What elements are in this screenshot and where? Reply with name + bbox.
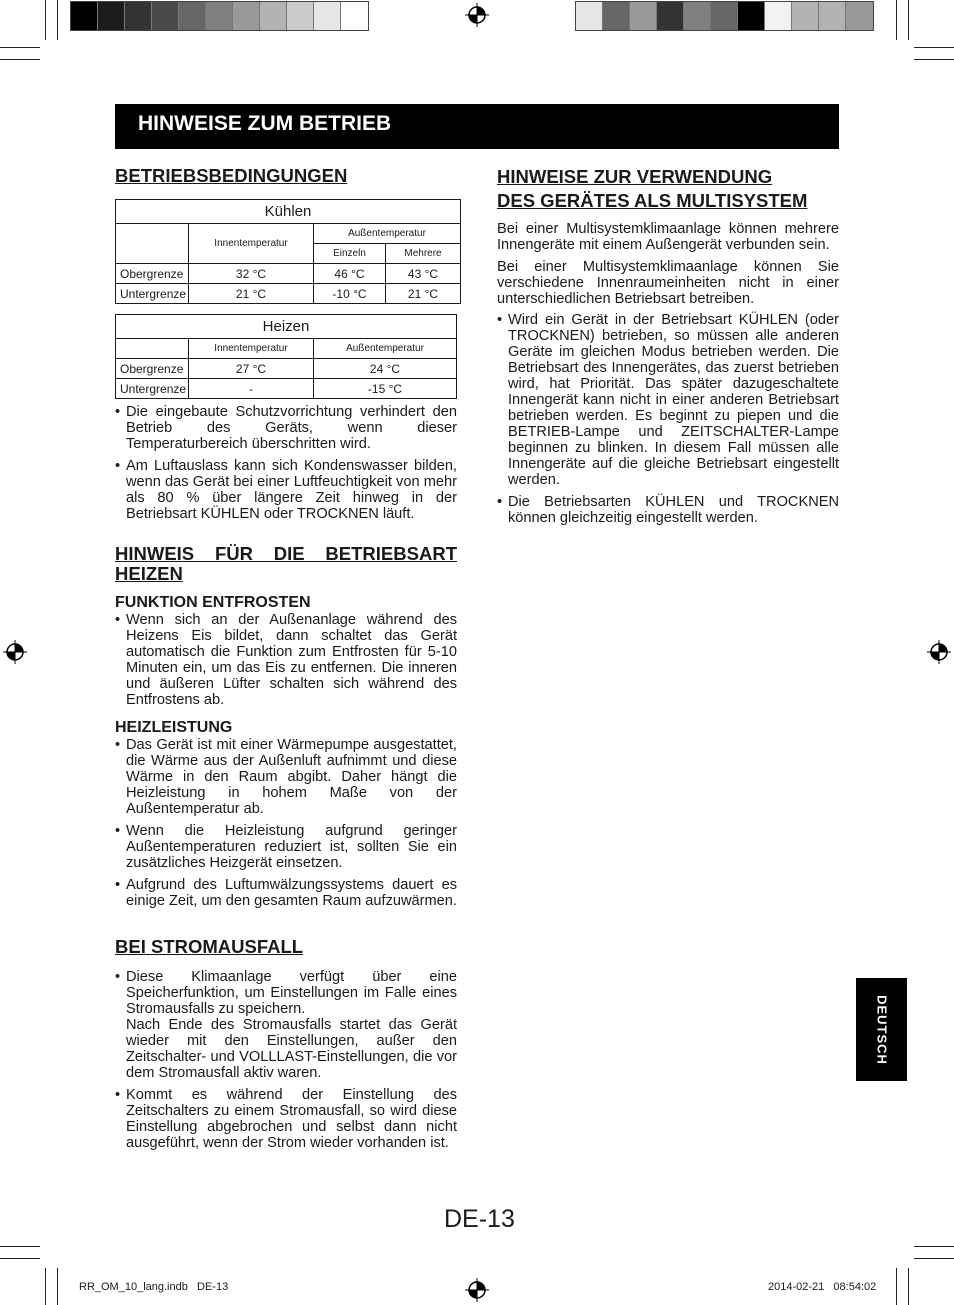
- footer-file-info: RR_OM_10_lang.indb DE-13: [79, 1281, 229, 1293]
- paragraph: Bei einer Multisystemklimaanlage können mehrere Innengeräte mit einem Außengerät verbunden sein.: [497, 221, 839, 253]
- page-number: DE-13: [444, 1205, 515, 1233]
- crop-mark: [914, 1246, 954, 1247]
- col-indoor: Innentemperatur: [189, 224, 314, 264]
- registration-mark-icon: [927, 640, 951, 664]
- table-empty-cell: [116, 224, 189, 264]
- heating-table: [115, 314, 457, 399]
- cooling-table-title: Kühlen: [116, 200, 461, 224]
- crop-mark: [908, 1268, 909, 1305]
- col-multi: Mehrere: [386, 244, 461, 264]
- heating-table-title: Heizen: [116, 315, 457, 339]
- crop-mark: [57, 0, 58, 40]
- crop-mark: [914, 1258, 954, 1259]
- col-outdoor: Außentemperatur: [314, 339, 457, 359]
- list-item: • Die eingebaute Schutzvorrichtung verhindert den Betrieb des Geräts, wenn dieser Temperaturbereich überschritten wird.: [115, 404, 457, 452]
- crop-mark: [896, 1268, 897, 1305]
- crop-mark: [45, 1268, 46, 1305]
- crop-mark: [896, 0, 897, 40]
- color-bar-right: [575, 1, 874, 31]
- table-row: Obergrenze 27 °C 24 °C: [116, 359, 457, 379]
- list-item: • Wenn sich an der Außenanlage während des Heizens Eis bildet, dann schaltet das Gerät automatisch die Funktion zum Entfrosten für 5-10 Minuten ein, um das Eis zu entfernen. Die inneren und äußeren Lüfter schalten sich während des Entfrostens ab.: [115, 612, 457, 708]
- list-item: • Wird ein Gerät in der Betriebsart KÜHLEN (oder TROCKNEN) betrieben, so müssen alle anderen Geräte im gleichen Modus betrieben werden. Die Betriebsart des Innengerätes, das zuerst betrieben wird, hat Priorität. Das später dazugeschaltete Innengerät kann nicht in einer anderen Betriebsart betrieben werden. Es beginnt zu piepen und die BETRIEB-Lampe und ZEITSCHALTER-Lampe beginnen zu blinken. In diesem Fall müssen alle Innengeräte auf die gleiche Betriebsart eingestellt werden.: [497, 312, 839, 488]
- list-item: • Aufgrund des Luftumwälzungssystems dauert es einige Zeit, um den gesamten Raum aufzuwärmen.: [115, 877, 457, 909]
- list-item: • Die Betriebsarten KÜHLEN und TROCKNEN können gleichzeitig eingestellt werden.: [497, 494, 839, 526]
- crop-mark: [914, 47, 954, 48]
- defrost-notes: [115, 612, 457, 708]
- crop-mark: [0, 1258, 40, 1259]
- conditions-notes: [115, 404, 457, 522]
- section-heading-operating-conditions: BETRIEBSBEDINGUNGEN: [115, 165, 348, 186]
- section-heading-heating: HINWEIS FÜR DIE BETRIEBSART HEIZEN: [115, 543, 457, 584]
- table-row: Untergrenze - -15 °C: [116, 379, 457, 399]
- cooling-table: [115, 199, 461, 304]
- language-tab-label: DEUTSCH: [874, 994, 889, 1065]
- page-title: HINWEISE ZUM BETRIEB: [115, 104, 839, 149]
- subheading-defrost: FUNKTION ENTFROSTEN: [115, 594, 311, 611]
- power-failure-note-text: • Diese Klimaanlage verfügt über eine Speicherfunktion, um Einstellungen im Falle eines Stromausfalls zu speichern.: [126, 969, 457, 1017]
- registration-mark-icon: [465, 1278, 489, 1302]
- crop-mark: [0, 47, 40, 48]
- left-column: [115, 165, 457, 1151]
- section-heading-line: HINWEISE ZUR VERWENDUNG: [497, 166, 773, 187]
- power-failure-note-continuation: Nach Ende des Stromausfalls startet das Gerät wieder mit den Einstellungen, außer den Zeitschalter- und VOLLLAST-Einstellungen, die vor dem Stromausfall aktiv waren.: [126, 1017, 457, 1081]
- col-indoor: Innentemperatur: [189, 339, 314, 359]
- footer-timestamp: 2014-02-21 08:54:02: [768, 1281, 877, 1293]
- crop-mark: [45, 0, 46, 40]
- heating-capacity-notes: [115, 737, 457, 909]
- crop-mark: [0, 59, 40, 60]
- table-row: Untergrenze 21 °C -10 °C 21 °C: [116, 284, 461, 304]
- language-tab: [856, 978, 907, 1081]
- subheading-heating-capacity: HEIZLEISTUNG: [115, 719, 233, 736]
- table-row: Obergrenze 32 °C 46 °C 43 °C: [116, 264, 461, 284]
- col-single: Einzeln: [314, 244, 386, 264]
- power-failure-notes: [115, 969, 457, 1151]
- section-heading-multisystem: [497, 165, 839, 213]
- right-column: [497, 165, 839, 526]
- section-heading-power-failure: BEI STROMAUSFALL: [115, 936, 304, 957]
- list-item: • Am Luftauslass kann sich Kondenswasser bilden, wenn das Gerät bei einer Luftfeuchtigkeit von mehr als 80 % über längere Zeit hinweg in der Betriebsart KÜHLEN oder TROCKNEN läuft.: [115, 458, 457, 522]
- list-item: [115, 969, 457, 1081]
- crop-mark: [57, 1268, 58, 1305]
- list-item: • Das Gerät ist mit einer Wärmepumpe ausgestattet, die Wärme aus der Außenluft aufnimmt und diese Wärme in den Raum abgibt. Daher hängt die Heizleistung in hohem Maße von der Außentemperatur ab.: [115, 737, 457, 817]
- registration-mark-icon: [465, 3, 489, 27]
- registration-mark-icon: [3, 640, 27, 664]
- paragraph: Bei einer Multisystemklimaanlage können Sie verschiedene Innenraumeinheiten nicht in einer unterschiedlichen Betriebsart betreiben.: [497, 259, 839, 307]
- table-empty-cell: [116, 339, 189, 359]
- crop-mark: [914, 59, 954, 60]
- multisystem-notes: [497, 312, 839, 526]
- list-item: • Kommt es während der Einstellung des Zeitschalters zu einem Stromausfall, so wird diese Einstellung abgebrochen und selbst dann nicht ausgeführt, wenn der Strom wieder vorhanden ist.: [115, 1087, 457, 1151]
- section-heading-line: DES GERÄTES ALS MULTISYSTEM: [497, 190, 808, 211]
- color-bar-left: [70, 1, 369, 31]
- crop-mark: [0, 1246, 40, 1247]
- list-item: • Wenn die Heizleistung aufgrund geringer Außentemperaturen reduziert ist, sollten Sie ein zusätzliches Heizgerät einsetzen.: [115, 823, 457, 871]
- crop-mark: [908, 0, 909, 40]
- col-outdoor: Außentemperatur: [314, 224, 461, 244]
